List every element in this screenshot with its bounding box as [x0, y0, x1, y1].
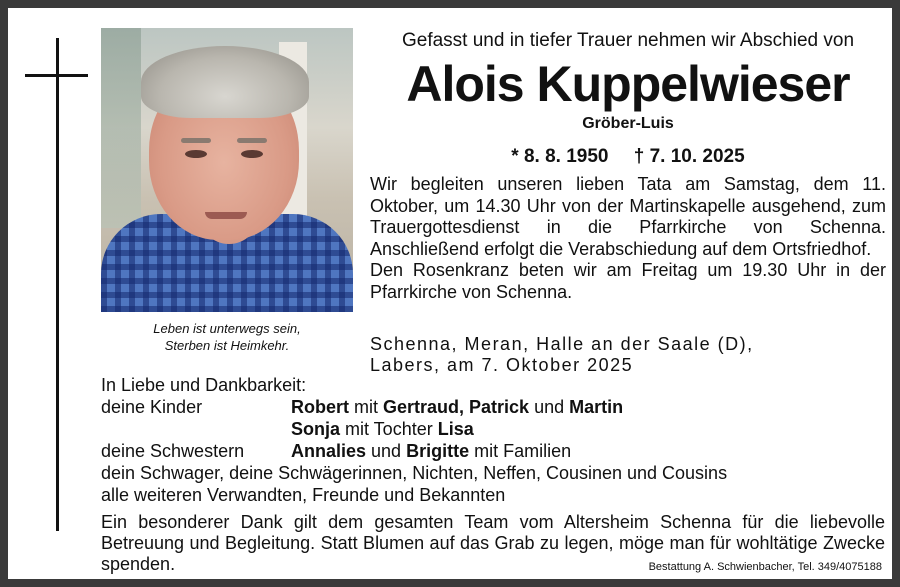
place-line-2: Labers, am 7. Oktober 2025	[370, 355, 634, 375]
mourners-relatives: alle weiteren Verwandten, Freunde und Bekannten	[101, 485, 506, 505]
life-dates	[368, 146, 888, 168]
deceased-name: Alois Kuppelwieser	[406, 56, 850, 112]
funeral-paragraph: Wir begleiten unseren lieben Tata am Samstag, dem 11. Oktober, um 14.30 Uhr von der Martinskapelle ausgehend, zum Trauergottesdienst in die Pfarrkirche von Schenna. Anschließend erfolgt die Verabschiedung auf dem Ortsfriedhof.	[370, 174, 886, 259]
nickname: Gröber-Luis	[582, 115, 674, 132]
quote-line-1: Leben ist unterwegs sein,	[153, 321, 301, 336]
mourners-list	[101, 374, 891, 506]
mourners-inlaws: dein Schwager, deine Schwägerinnen, Nichten, Neffen, Cousinen und Cousins	[101, 463, 728, 483]
cross-icon	[56, 38, 59, 531]
place-date	[370, 334, 886, 376]
quote-line-2: Sterben ist Heimkehr.	[164, 338, 290, 353]
undertaker-info: Bestattung A. Schwienbacher, Tel. 349/4075188	[648, 561, 882, 573]
mourners-children-2: Sonja mit Tochter Lisa	[291, 419, 474, 439]
place-line-1: Schenna, Meran, Halle an der Saale (D),	[370, 334, 754, 354]
quote	[101, 320, 353, 354]
cross-icon-bar	[25, 74, 88, 77]
mourners-children: deine Kinder Robert mit Gertraud, Patrick und Martin	[101, 397, 624, 417]
death-date: † 7. 10. 2025	[633, 146, 745, 167]
rosary-paragraph: Den Rosenkranz beten wir am Freitag um 19.30 Uhr in der Pfarrkirche von Schenna.	[370, 260, 886, 302]
obituary-card	[8, 8, 892, 579]
mourners-heading: In Liebe und Dankbarkeit:	[101, 375, 307, 395]
funeral-details	[370, 174, 886, 303]
intro-text: Gefasst und in tiefer Trauer nehmen wir Abschied von	[401, 30, 855, 51]
thanks-text: Ein besonderer Dank gilt dem gesamten Team vom Altersheim Schenna für die liebevolle Betreuung und Begleitung. Statt Blumen auf das Grab zu legen, möge man für wohltätige Zwecke spenden.	[101, 512, 885, 574]
mourners-sisters: deine Schwestern Annalies und Brigitte mit Familien	[101, 441, 572, 461]
birth-date: * 8. 8. 1950	[511, 146, 609, 167]
portrait-photo	[101, 28, 353, 312]
